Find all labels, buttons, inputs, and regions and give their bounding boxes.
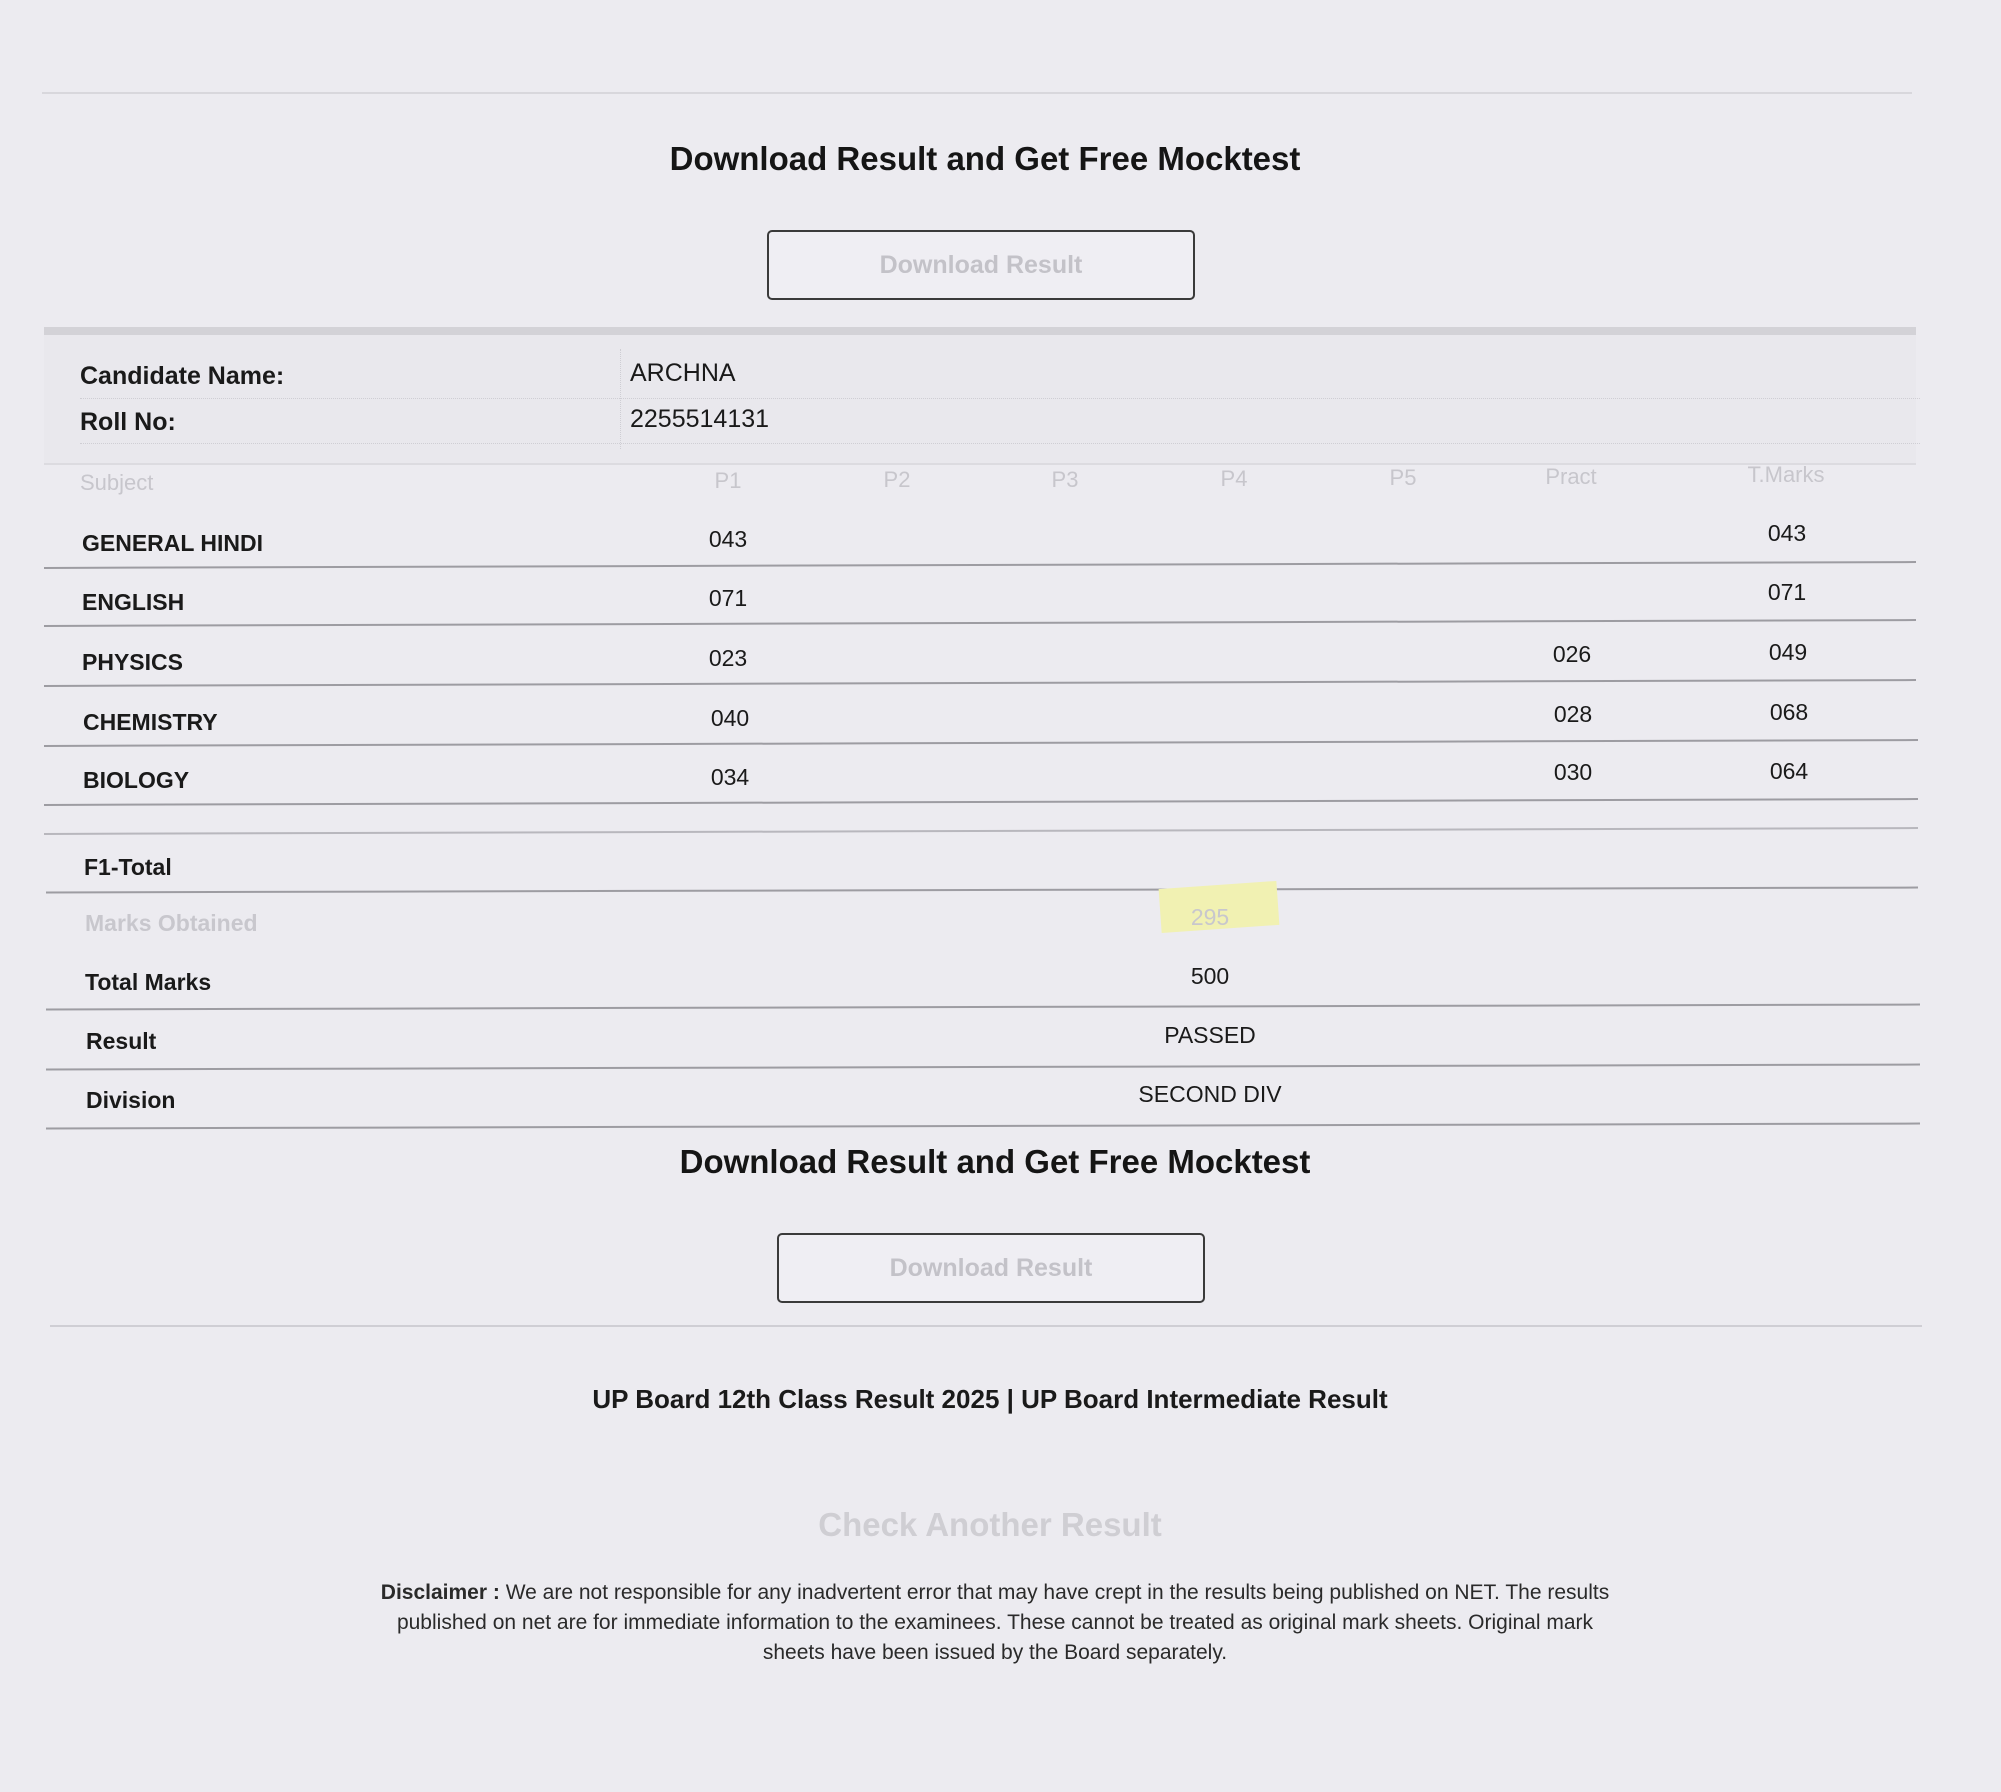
total-mark: 049	[1768, 639, 1808, 665]
column-header-p2: P2	[883, 467, 911, 492]
disclaimer	[370, 1578, 1620, 1668]
marks-table-header	[0, 460, 2001, 500]
p1-mark: 023	[708, 645, 748, 671]
bottom-divider	[50, 1325, 1922, 1327]
subject-name: CHEMISTRY	[83, 709, 218, 735]
result-page-title: UP Board 12th Class Result 2025 | UP Board Intermediate Result	[592, 1384, 1388, 1414]
info-separator	[80, 443, 1920, 444]
f1-total-label: F1-Total	[84, 854, 172, 880]
candidate-name-value: ARCHNA	[630, 359, 736, 387]
p1-mark: 071	[708, 585, 748, 611]
row-divider	[46, 887, 1918, 894]
subject-name: GENERAL HINDI	[82, 530, 264, 556]
download-result-button-bottom[interactable]: Download Result	[777, 1233, 1205, 1303]
info-separator	[80, 398, 1920, 399]
total-marks-value: 500	[1190, 963, 1230, 989]
roll-no-label: Roll No:	[80, 408, 176, 436]
result-value: PASSED	[1164, 1022, 1256, 1048]
column-header-p1: P1	[714, 468, 742, 493]
column-header-subject: Subject	[80, 470, 154, 495]
disclaimer-label: Disclaimer :	[380, 1581, 500, 1604]
mocktest-heading-bottom: Download Result and Get Free Mocktest	[679, 1143, 1311, 1180]
pract-mark: 030	[1553, 759, 1593, 785]
column-header-p5: P5	[1389, 465, 1417, 490]
column-header-p3: P3	[1051, 467, 1079, 492]
column-header-tmarks: T.Marks	[1747, 462, 1825, 487]
candidate-name-label: Candidate Name:	[80, 362, 285, 390]
total-mark: 064	[1769, 758, 1809, 784]
column-header-p4: P4	[1220, 466, 1248, 491]
total-mark: 043	[1767, 520, 1807, 546]
marks-obtained-value: 295	[1190, 904, 1230, 930]
division-value: SECOND DIV	[1138, 1081, 1282, 1107]
download-result-button-top[interactable]: Download Result	[767, 230, 1195, 300]
total-mark: 071	[1767, 579, 1807, 605]
marks-obtained-label: Marks Obtained	[85, 910, 258, 936]
subject-name: ENGLISH	[82, 589, 185, 615]
p1-mark: 034	[710, 764, 750, 790]
pract-mark: 026	[1552, 641, 1592, 667]
row-divider	[46, 1064, 1920, 1071]
p1-mark: 040	[710, 705, 750, 731]
result-label: Result	[86, 1028, 157, 1054]
division-label: Division	[86, 1087, 176, 1113]
p1-mark: 043	[708, 526, 748, 552]
row-divider	[44, 827, 1918, 835]
pract-mark: 028	[1553, 701, 1593, 727]
info-column-divider	[620, 349, 621, 449]
disclaimer-text: We are not responsible for any inadvertent error that may have crept in the results being published on NET. The results published on net are for immediate information to the examinees. These cannot be treated as original mark sheets. Original mark sheets have been issued by the Board separately.	[396, 1581, 1610, 1664]
roll-no-value: 2255514131	[630, 405, 770, 433]
candidate-info-box	[44, 327, 1916, 465]
subject-name: BIOLOGY	[83, 767, 190, 793]
subject-name: PHYSICS	[82, 649, 183, 675]
total-marks-label: Total Marks	[85, 969, 212, 995]
row-divider	[46, 1004, 1920, 1011]
total-mark: 068	[1769, 699, 1809, 725]
check-another-result-link[interactable]: Check Another Result	[818, 1506, 1162, 1543]
row-divider	[46, 1123, 1920, 1130]
column-header-pract: Pract	[1545, 464, 1597, 489]
top-divider	[42, 92, 1912, 94]
mocktest-heading-top: Download Result and Get Free Mocktest	[669, 140, 1301, 177]
